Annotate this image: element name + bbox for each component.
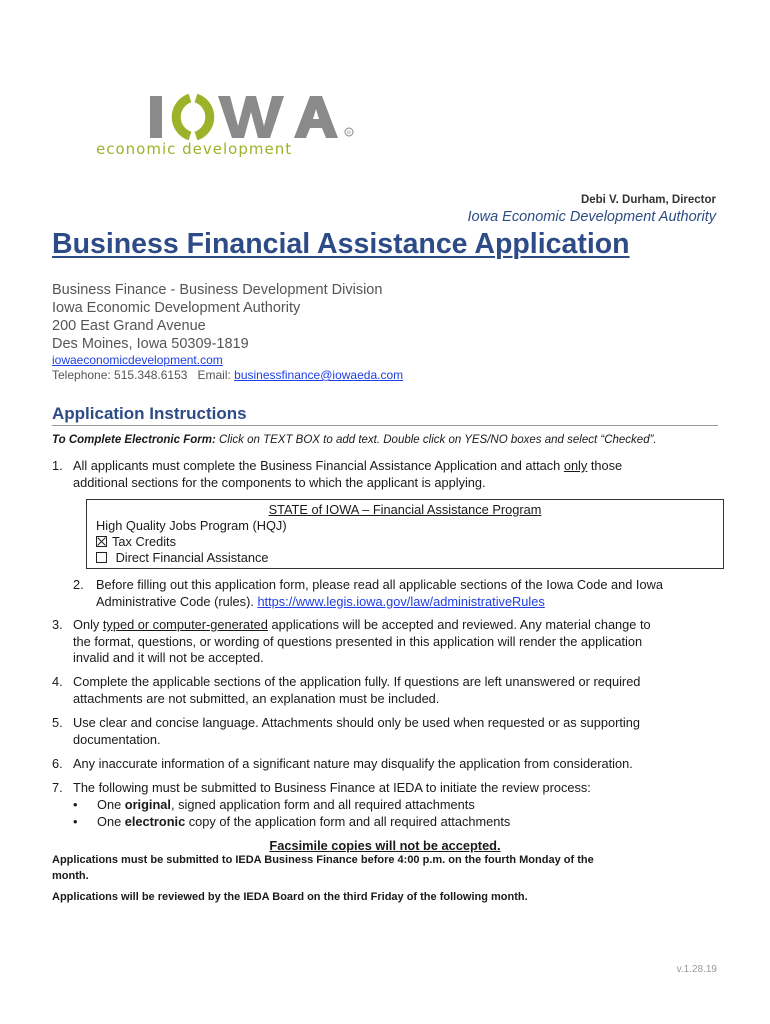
item-text: attachments are not submitted, an explanation must be included. [73, 690, 440, 706]
item-text: Only [73, 617, 103, 632]
address-line-4: Des Moines, Iowa 50309-1819 [52, 336, 249, 352]
note-text: Click on TEXT BOX to add text. Double click on YES/NO boxes and select “Checked”. [215, 434, 657, 446]
item-number: 4. [52, 674, 63, 689]
website-link[interactable]: iowaeconomicdevelopment.com [52, 353, 223, 367]
address-line-3: 200 East Grand Avenue [52, 318, 206, 334]
address-line-1: Business Finance - Business Development Division [52, 282, 383, 298]
deadline-line-1: Applications must be submitted to IEDA Business Finance before 4:00 p.m. on the fourth Monday of the [52, 854, 594, 866]
item-underlined: only [563, 458, 588, 473]
svg-text:R: R [347, 130, 351, 137]
item-text: the format, questions, or wording of questions presented in this application will render the application [73, 633, 643, 649]
iowa-logo [96, 92, 366, 164]
list-item-6 [52, 756, 732, 774]
item-text: All applicants must complete the Business Financial Assistance Application and attach [73, 458, 564, 473]
item-underlined: typed or computer-generated [102, 617, 268, 632]
list-item-4 [52, 674, 732, 708]
logo-subtitle: economic development [96, 140, 293, 158]
bullet-text: , signed application form and all required attachments [170, 797, 475, 812]
address-line-2: Iowa Economic Development Authority [52, 300, 301, 316]
program-box-heading: STATE of IOWA – Financial Assistance Program [268, 502, 542, 517]
bullet-text: One [97, 797, 125, 812]
email-link[interactable]: businessfinance@iowaeda.com [234, 368, 404, 382]
bullet-bold: original [124, 797, 171, 812]
list-item-1 [52, 458, 732, 492]
direct-assistance-checkbox[interactable] [96, 552, 107, 563]
list-item-5 [52, 715, 732, 749]
item-text: The following must be submitted to Business Finance at IEDA to initiate the review process: [73, 780, 591, 795]
iowa-wordmark-icon [96, 92, 366, 142]
legis-rules-link[interactable]: https://www.legis.iowa.gov/law/administrativeRules [257, 593, 545, 609]
bullet-text: One [97, 814, 125, 829]
item-text: Use clear and concise language. Attachments should only be used when requested or as supporting [73, 715, 640, 730]
address-block [52, 281, 403, 383]
item-text: additional sections for the components to which the applicant is applying. [73, 474, 486, 490]
authority-name: Iowa Economic Development Authority [467, 209, 716, 225]
item-text: invalid and it will not be accepted. [73, 650, 264, 665]
item-text: Administrative Code (rules). [96, 593, 258, 609]
item-number: 6. [52, 756, 63, 771]
option-label: Tax Credits [112, 534, 177, 549]
option-label: Direct Financial Assistance [115, 550, 269, 565]
electronic-form-note [52, 434, 657, 446]
item-number: 1. [52, 458, 63, 473]
director-name: Debi V. Durham, Director [580, 194, 716, 206]
program-box [86, 499, 724, 569]
telephone: Telephone: 515.348.6153 [52, 368, 188, 382]
item-number: 2. [73, 577, 84, 592]
deadline-notice [52, 853, 594, 884]
note-bold: To Complete Electronic Form: [52, 434, 216, 446]
list-item-7 [52, 780, 732, 798]
item-text: Before filling out this application form, please read all applicable sections of the Iowa Code and Iowa [96, 577, 663, 592]
item-text: Any inaccurate information of a significant nature may disqualify the application from consideration. [73, 756, 633, 771]
list-item-3 [52, 617, 732, 667]
document-page: R economic development Debi V. Durham, Director Iowa Economic Development Authority Business Financial Assistance Application Business Finance - Business Development Division Iowa Economic Development Authority 200 East Grand Avenue Des Moines, Iowa 50309-1819 iowaeconomicdevelopment.com Telephone: 515.348.6153 Email: businessfinance@iowaeda.com Application Instructions To Complete Electronic Form: Click on TEXT BOX to add text. Double click on YES/NO boxes and select “Checked”. 1. All applicants must complete the Business Financial Assistance Application and attach only those additional sections for the components to which the applicant is applying. STATE of IOWA – Financial Assistance Program High Quality Jobs Program (HQJ) Tax Credits Direct Financial Assistance 2. Before filling out this application form, please read all applicable sections of the Iowa Code and Iowa Administrative Code (rules). https://www.legis.iowa.gov/law/administrativeRules 3. Only typed or computer-generated applications will be accepted and reviewed. Any material change to the format, questions, or wording of questions presented in this application will render the application invalid and it will not be accepted. 4. Complete the applicable sections of the application fully. If questions are left unanswered or required attachments are not submitted, an explanation must be included. 5. Use clear and concise language. Attachments should only be used when requested or as supporting documentation. 6. Any inaccurate information of a significant nature may disqualify the application from consideration. 7. The following must be submitted to Business Finance at IEDA to initiate the review process: • One original, signed application form and all required attachments • One electronic copy of the application form and all required attachments Facsimile copies will not be accepted. Applications must be submitted to IEDA Business Finance before 4:00 p.m. on the fourth Monday of the month. Applications will be reviewed by the IEDA Board on the third Friday of the following month. v.1.28.19 [0, 0, 770, 1024]
tax-credits-checkbox[interactable] [96, 536, 107, 547]
version-number: v.1.28.19 [676, 964, 717, 975]
program-name: High Quality Jobs Program (HQJ) [96, 518, 287, 533]
email-label: Email: [197, 368, 231, 382]
bullet-bold: electronic [124, 814, 186, 829]
review-notice: Applications will be reviewed by the IEDA Board on the third Friday of the following month. [52, 891, 528, 903]
item-number: 7. [52, 780, 63, 795]
page-title: Business Financial Assistance Application [52, 228, 630, 260]
item-number: 5. [52, 715, 63, 730]
list-item-2 [73, 577, 733, 611]
item-text: applications will be accepted and reviewed. Any material change to [267, 617, 651, 632]
bullet-text: copy of the application form and all required attachments [185, 814, 511, 829]
deadline-line-2: month. [52, 869, 89, 882]
section-title: Application Instructions [52, 404, 718, 426]
facsimile-notice: Facsimile copies will not be accepted. [269, 838, 501, 853]
option-direct-assistance [96, 550, 268, 567]
item-number: 3. [52, 617, 63, 632]
item-text: documentation. [73, 731, 161, 747]
option-tax-credits [96, 534, 176, 551]
item-text: Complete the applicable sections of the application fully. If questions are left unanswered or required [73, 674, 641, 689]
item-text: those [587, 458, 623, 473]
